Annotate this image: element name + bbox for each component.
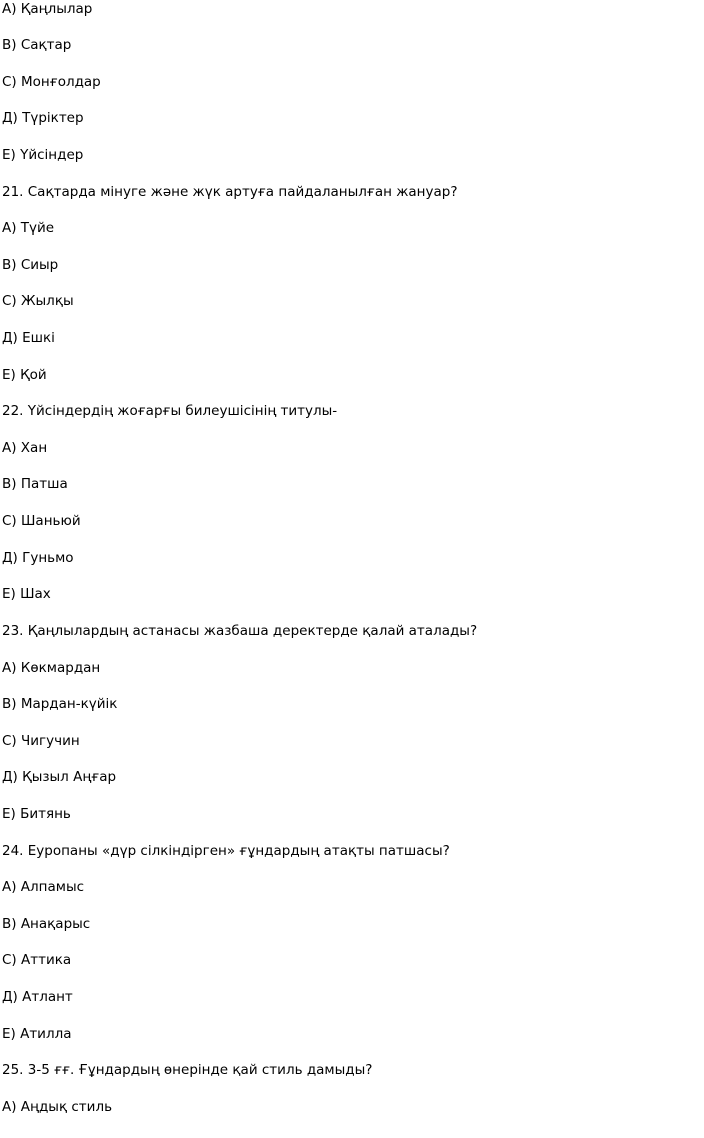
answer-option: А) Аңдық стиль: [2, 1099, 113, 1115]
answer-option: А) Алпамыс: [2, 879, 85, 895]
answer-option: В) Мардан-күйік: [2, 696, 118, 712]
question-25: 25. 3-5 ғғ. Ғұндардың өнерінде қай стиль дамыды?: [2, 1062, 373, 1078]
answer-option: С) Жылқы: [2, 293, 74, 309]
answer-option: Д) Гуньмо: [2, 550, 74, 566]
answer-option: Д) Ешкі: [2, 330, 55, 346]
answer-option: В) Патша: [2, 476, 68, 492]
answer-option: Д) Атлант: [2, 989, 73, 1005]
answer-option: С) Шаньюй: [2, 513, 81, 529]
answer-option: С) Монғолдар: [2, 74, 101, 90]
answer-option: В) Сақтар: [2, 37, 72, 53]
answer-option: Е) Атилла: [2, 1026, 72, 1042]
answer-option: Д) Түріктер: [2, 110, 84, 126]
answer-option: Е) Битянь: [2, 806, 71, 822]
answer-option: Е) Қой: [2, 367, 47, 383]
answer-option: В) Сиыр: [2, 257, 59, 273]
answer-option: А) Қаңлылар: [2, 1, 93, 17]
answer-option: В) Анақарыс: [2, 916, 91, 932]
question-21: 21. Сақтарда мінуге және жүк артуға пайдаланылған жануар?: [2, 184, 458, 200]
question-23: 23. Қаңлылардың астанасы жазбаша деректерде қалай аталады?: [2, 623, 478, 639]
answer-option: Е) Үйсіндер: [2, 147, 84, 163]
answer-option: А) Көкмардан: [2, 660, 101, 676]
answer-option: С) Аттика: [2, 952, 72, 968]
question-22: 22. Үйсіндердің жоғарғы билеушісінің титулы-: [2, 403, 338, 419]
answer-option: А) Түйе: [2, 220, 55, 236]
answer-option: Д) Қызыл Аңғар: [2, 769, 117, 785]
question-24: 24. Еуропаны «дүр сілкіндірген» ғұндардың атақты патшасы?: [2, 843, 450, 859]
answer-option: С) Чигучин: [2, 733, 80, 749]
answer-option: А) Хан: [2, 440, 48, 456]
answer-option: Е) Шах: [2, 586, 51, 602]
